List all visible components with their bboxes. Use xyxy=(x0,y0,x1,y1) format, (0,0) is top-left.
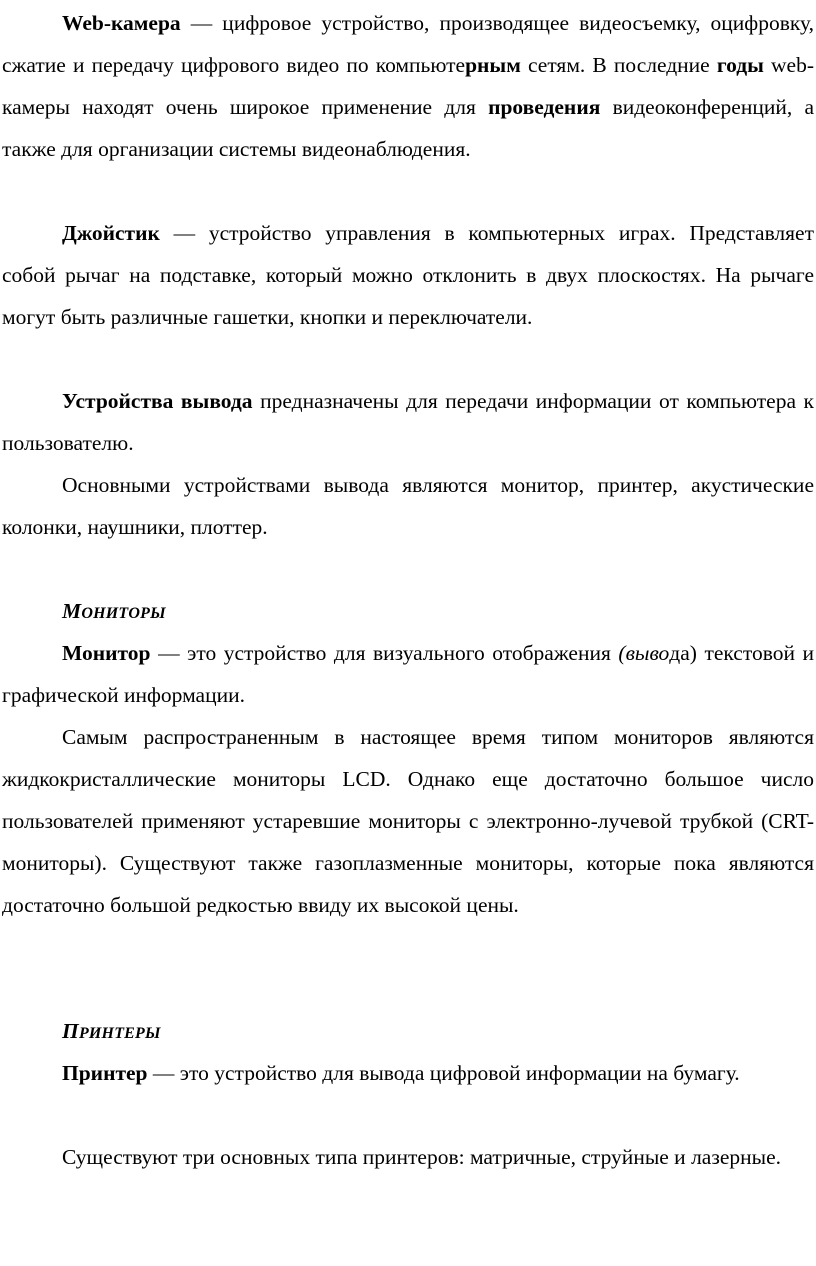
paragraph-printer-types xyxy=(2,1136,814,1178)
text-segment: да) текстовой и графической информации. xyxy=(2,641,815,707)
term-printer: Принтер xyxy=(62,1061,148,1085)
term-joystick: Джойстик xyxy=(62,221,160,245)
paragraph-webcam xyxy=(2,2,814,170)
paragraph-monitor-types xyxy=(2,716,814,926)
bold-segment: рным xyxy=(465,53,521,77)
text-segment: web-камеры находят очень широкое применение для xyxy=(2,53,814,119)
text-segment: видеоконференций, а также для организации системы видеонаблюдения. xyxy=(2,95,814,161)
italic-segment: (выво xyxy=(618,641,670,665)
text-segment: — устройство управления в компьютерных играх. Представляет собой рычаг на подставке, который можно отклонить в двух плоскостях. На рычаге могут быть различные гашетки, кнопки и переключатели. xyxy=(2,221,814,329)
text-segment: Самым распространенным в настоящее время типом мониторов являются жидкокристаллические мониторы LCD. Однако еще достаточно большое число пользователей применяют устаревшие мониторы с электронно-лучевой трубкой (CRT-мониторы). Существуют также газоплазменные мониторы, которые пока являются достаточно большой редкостью ввиду их высокой цены. xyxy=(2,725,814,917)
bold-segment: проведения xyxy=(488,95,601,119)
heading-printers xyxy=(62,1010,161,1055)
text-segment: — цифровое устройство, производящее видеосъемку, оцифровку, сжатие и передачу цифрового видео по компьюте xyxy=(2,11,814,77)
paragraph-joystick xyxy=(2,212,814,338)
paragraph-output-devices xyxy=(2,380,814,464)
text-segment: Основными устройствами вывода являются монитор, принтер, акустические колонки, наушники, плоттер. xyxy=(2,473,814,539)
heading-monitors xyxy=(62,590,166,635)
heading-rest: РИНТЕРЫ xyxy=(78,1025,161,1042)
text-segment: — это устройство для вывода цифровой информации на бумагу. xyxy=(147,1061,740,1085)
paragraph-printer-definition xyxy=(2,1052,814,1094)
paragraph-main-output xyxy=(2,464,814,548)
term-monitor: Монитор xyxy=(62,641,151,665)
term-output-devices: Устройства вывода xyxy=(62,389,253,413)
term-webcam: Web-камера xyxy=(62,11,181,35)
heading-initial: П xyxy=(62,1019,79,1043)
heading-rest: ОНИТОРЫ xyxy=(81,605,166,622)
text-segment: сетям. В последние xyxy=(520,53,717,77)
text-segment: Существуют три основных типа принтеров: матричные, струйные и лазерные. xyxy=(62,1145,781,1169)
paragraph-monitor-definition xyxy=(2,632,814,716)
bold-segment: годы xyxy=(716,53,764,77)
text-segment: — это устройство для визуального отображения xyxy=(150,641,619,665)
heading-initial: М xyxy=(62,599,82,623)
text-segment: предназначены для передачи информации от компьютера к пользователю. xyxy=(2,389,814,455)
